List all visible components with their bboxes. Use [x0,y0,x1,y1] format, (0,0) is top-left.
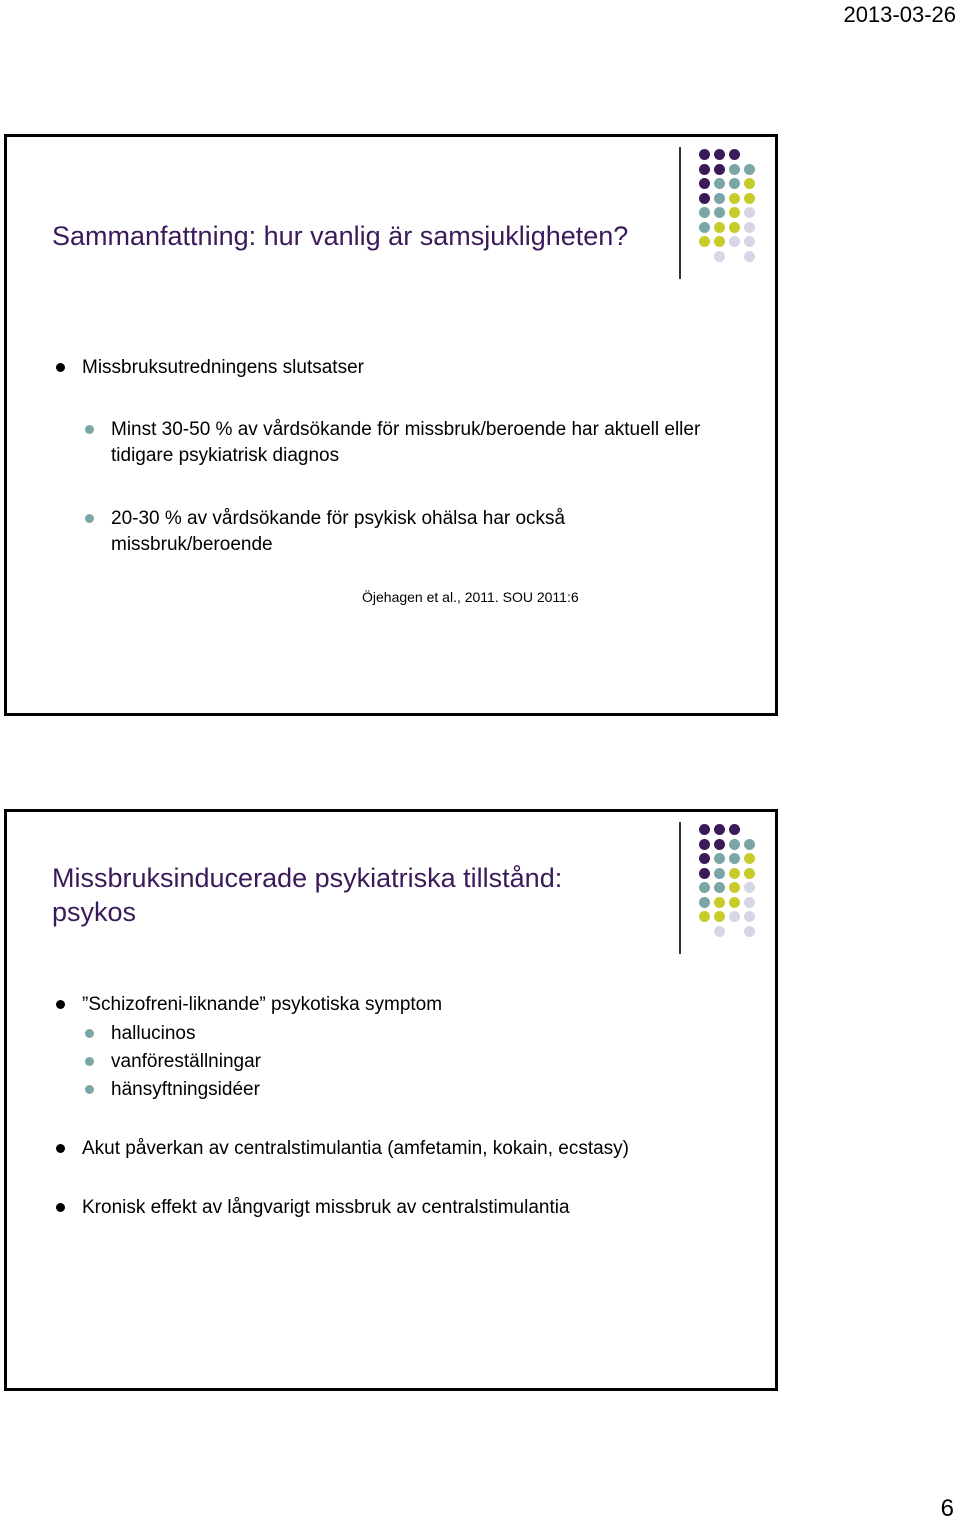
decorative-dot [699,164,710,175]
decorative-dot [729,149,740,160]
decorative-dot [744,839,755,850]
decorative-dot [699,207,710,218]
bullet-dot [56,1000,65,1009]
bullet-text: Minst 30-50 % av vårdsökande för missbruk/beroende har aktuell eller tidigare psykiatrisk diagnos [111,419,701,466]
decorative-dot [714,897,725,908]
decorative-dot [729,868,740,879]
decorative-dot [699,824,710,835]
decorative-dot [699,178,710,189]
decorative-dot [744,178,755,189]
decorative-dot [729,164,740,175]
decorative-dot [729,193,740,204]
bullet-text: vanföreställningar [111,1051,261,1072]
decorative-dot [744,911,755,922]
citation: Öjehagen et al., 2011. SOU 2011:6 [362,589,579,605]
decorative-dot [714,251,725,262]
bullet-text: Akut påverkan av centralstimulantia (amfetamin, kokain, ecstasy) [82,1138,630,1159]
decorative-dot [714,236,725,247]
decorative-dot [699,193,710,204]
decorative-dot-grid [679,147,778,297]
decorative-dot [699,853,710,864]
decorative-dot [714,222,725,233]
decorative-dot [729,236,740,247]
bullet-text: 20-30 % av vårdsökande för psykisk ohälsa har också missbruk/beroende [111,508,566,555]
decorative-dot [744,897,755,908]
decorative-dot [744,926,755,937]
bullet-text: hallucinos [111,1023,196,1044]
bullet-dot [56,1203,65,1212]
bullet-dot [56,1144,65,1153]
decorative-dot [744,251,755,262]
slide-title: Missbruksinducerade psykiatriska tillstånd: psykos [52,863,563,927]
decorative-dot [714,193,725,204]
decorative-dot [729,882,740,893]
decorative-dot [714,868,725,879]
decorative-dot [744,222,755,233]
bullet-text: ”Schizofreni-liknande” psykotiska symptom [82,994,443,1015]
decorative-dot [699,222,710,233]
decorative-dot [744,868,755,879]
decorative-dot [729,222,740,233]
decorative-dot [729,178,740,189]
decorative-dot [729,839,740,850]
decorative-dot [744,882,755,893]
decorative-dot [714,207,725,218]
decorative-dot [714,178,725,189]
decorative-dot [729,824,740,835]
decorative-dot [744,193,755,204]
decorative-dot [729,853,740,864]
decorative-dot [729,911,740,922]
decorative-dot [714,149,725,160]
decorative-dot [699,236,710,247]
decorative-dot [699,882,710,893]
decorative-dot [699,149,710,160]
decorative-dot [699,868,710,879]
bullet-dot [85,514,94,523]
decorative-dot [699,897,710,908]
decorative-dot [744,853,755,864]
bullet-text: hänsyftningsidéer [111,1079,260,1100]
decorative-dot [744,236,755,247]
bullet-dot [85,1085,94,1094]
decorative-dot [714,911,725,922]
bullet-dot [85,1057,94,1066]
slide-title: Sammanfattning: hur vanlig är samsjukligheten? [52,221,629,251]
decorative-dot [744,164,755,175]
page-number: 6 [940,1495,954,1522]
decorative-dot-grid [679,822,778,972]
bullet-dot [56,363,65,372]
decorative-dot [729,897,740,908]
decorative-dot [714,839,725,850]
bullet-text: Missbruksutredningens slutsatser [82,357,364,378]
page-date: 2013-03-26 [843,2,956,27]
bullet-dot [85,425,94,434]
decorative-dot [729,207,740,218]
decorative-dot [744,207,755,218]
decorative-dot [699,839,710,850]
decorative-dot [714,853,725,864]
bullet-text: Kronisk effekt av långvarigt missbruk av centralstimulantia [82,1197,570,1218]
decorative-dot [699,911,710,922]
slide-1 [4,134,778,716]
decorative-dot [714,882,725,893]
slide-2 [4,809,778,1391]
decorative-dot [714,164,725,175]
decorative-dot [714,926,725,937]
decorative-dot [714,824,725,835]
bullet-dot [85,1029,94,1038]
